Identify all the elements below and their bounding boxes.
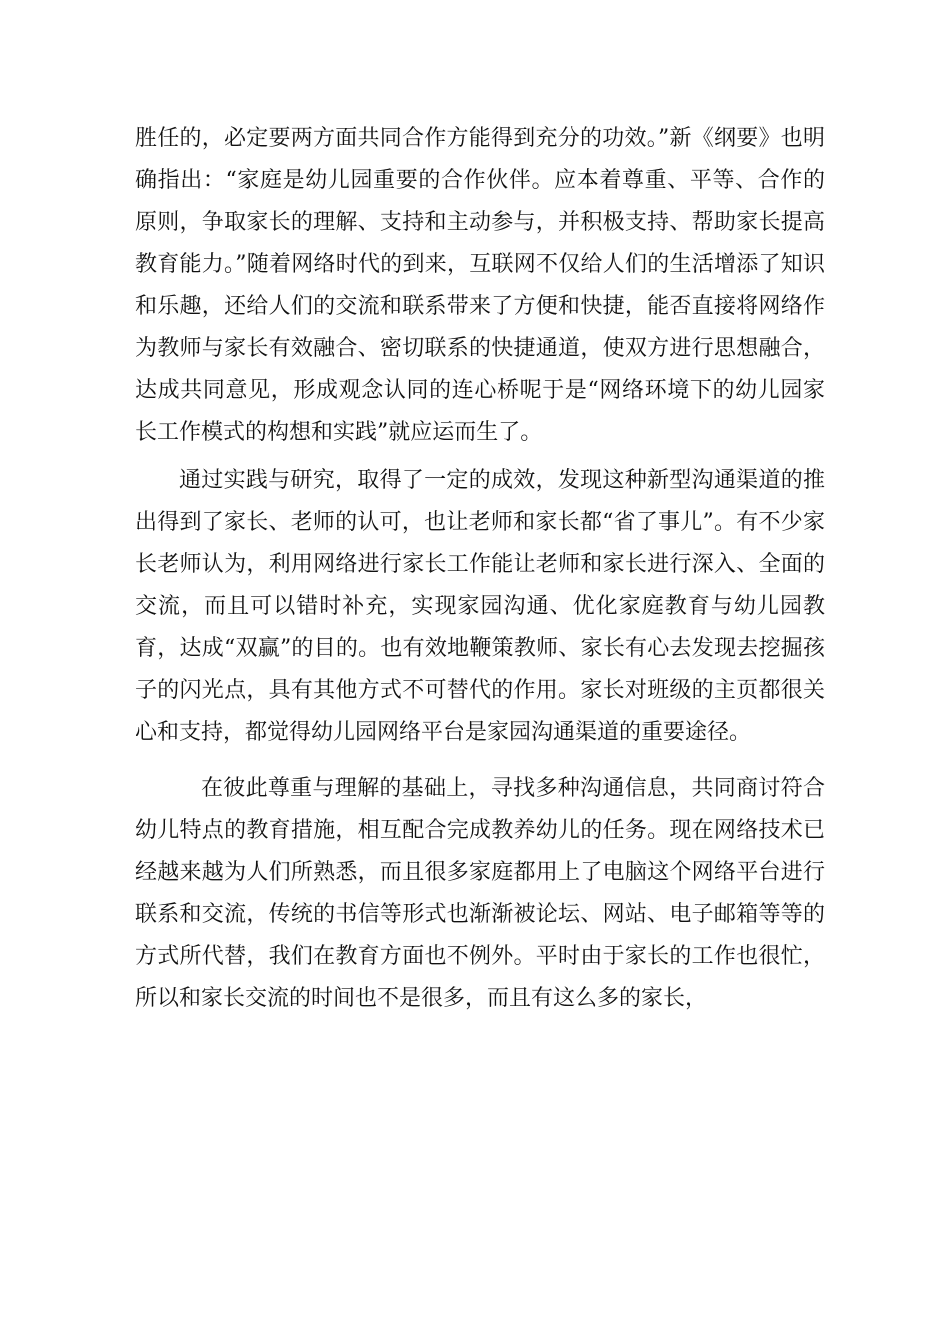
paragraph-3: 在彼此尊重与理解的基础上，寻找多种沟通信息，共同商讨符合幼儿特点的教育措施，相互配合完成教养幼儿的任务。现在网络技术已经越来越为人们所熟悉，而且很多家庭都用上了电脑这个网络平台进行联系和交流，传统的书信等形式也渐渐被论坛、网站、电子邮箱等等的方式所代替，我们在教育方面也不例外。平时由于家长的工作也很忙，所以和家长交流的时间也不是很多，而且有这么多的家长， xyxy=(135,776,825,1011)
document-body xyxy=(135,118,825,1020)
paragraph-2: 通过实践与研究，取得了一定的成效，发现这种新型沟通渠道的推出得到了家长、老师的认可，也让老师和家长都“省了事儿”。有不少家长老师认为，利用网络进行家长工作能让老师和家长进行深入、全面的交流，而且可以错时补充，实现家园沟通、优化家庭教育与幼儿园教育，达成“双赢”的目的。也有效地鞭策教师、家长有心去发现去挖掘孩子的闪光点，具有其他方式不可替代的作用。家长对班级的主页都很关心和支持，都觉得幼儿园网络平台是家园沟通渠道的重要途径。 xyxy=(135,468,825,745)
paragraph-1: 胜任的，必定要两方面共同合作方能得到充分的功效。”新《纲要》也明确指出：“家庭是幼儿园重要的合作伙伴。应本着尊重、平等、合作的原则，争取家长的理解、支持和主动参与，并积极支持、帮助家长提高教育能力。”随着网络时代的到来，互联网不仅给人们的生活增添了知识和乐趣，还给人们的交流和联系带来了方便和快捷，能否直接将网络作为教师与家长有效融合、密切联系的快捷通道，使双方进行思想融合，达成共同意见，形成观念认同的连心桥呢于是“网络环境下的幼儿园家长工作模式的构想和实践”就应运而生了。 xyxy=(135,126,825,445)
